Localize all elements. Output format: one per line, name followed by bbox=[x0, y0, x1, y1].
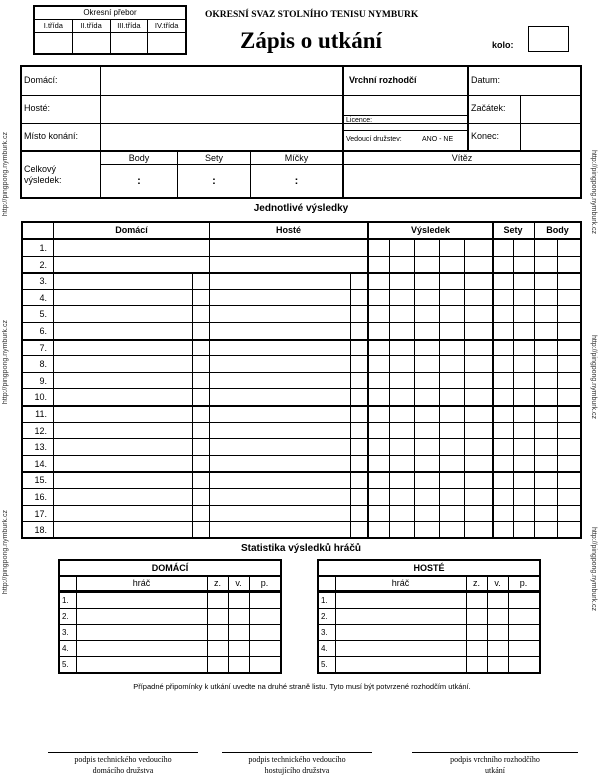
side-url-left-2: http://pingpong.nymburk.cz bbox=[2, 320, 9, 405]
result-guest-player[interactable] bbox=[210, 306, 349, 322]
stats-home-row-number: 5. bbox=[62, 660, 69, 669]
result-guest-player[interactable] bbox=[210, 356, 349, 372]
result-home-player[interactable] bbox=[54, 273, 191, 289]
result-home-player[interactable] bbox=[54, 306, 191, 322]
result-row-number: 1. bbox=[39, 243, 47, 253]
stats-home-player-input[interactable] bbox=[77, 641, 207, 656]
stats-guests-player-input[interactable] bbox=[336, 593, 466, 608]
result-guest-player[interactable] bbox=[210, 506, 349, 522]
result-home-player[interactable] bbox=[54, 456, 191, 472]
result-row-number: 5. bbox=[39, 309, 47, 320]
result-home-player[interactable] bbox=[54, 257, 209, 273]
result-guest-player[interactable] bbox=[210, 439, 349, 455]
result-row-number: 9. bbox=[39, 375, 47, 386]
sets-colon[interactable]: : bbox=[212, 175, 216, 187]
results-col-result: Výsledek bbox=[410, 225, 451, 235]
team-leader-label: Vedoucí družstev: bbox=[346, 136, 402, 143]
results-col-guests: Hosté bbox=[275, 225, 301, 235]
result-home-player[interactable] bbox=[54, 489, 191, 505]
result-row-number: 11. bbox=[35, 409, 47, 419]
result-guest-player[interactable] bbox=[210, 456, 349, 472]
result-guest-player[interactable] bbox=[210, 273, 349, 289]
total-label-1: Celkový bbox=[24, 164, 57, 174]
stats-home-row-number: 1. bbox=[62, 596, 69, 605]
result-home-player[interactable] bbox=[54, 423, 191, 439]
stats-guests-row-number: 5. bbox=[321, 660, 328, 669]
side-url-right-3: http://pingpong.nymburk.cz bbox=[590, 527, 597, 612]
result-row-number: 10. bbox=[34, 392, 47, 403]
result-home-player[interactable] bbox=[54, 373, 191, 389]
result-row-number: 18. bbox=[34, 525, 47, 536]
side-url-right-2: http://pingpong.nymburk.cz bbox=[590, 335, 597, 420]
sets-label: Sety bbox=[204, 153, 223, 163]
result-guest-player[interactable] bbox=[210, 323, 349, 339]
guests-label: Hosté: bbox=[24, 103, 51, 113]
result-home-player[interactable] bbox=[54, 472, 191, 488]
class-2: II.třída bbox=[73, 20, 111, 32]
result-home-player[interactable] bbox=[54, 323, 191, 339]
result-guest-player[interactable] bbox=[210, 489, 349, 505]
points-label: Body bbox=[128, 153, 150, 163]
team-leader-value[interactable]: ANO - NE bbox=[422, 136, 454, 143]
sig3-line1: podpis vrchního rozhodčího bbox=[450, 755, 540, 764]
result-row-number: 8. bbox=[39, 359, 47, 370]
org-name: OKRESNÍ SVAZ STOLNÍHO TENISU NYMBURK bbox=[205, 10, 419, 20]
result-home-player[interactable] bbox=[54, 290, 191, 306]
stats-guests-row-number: 1. bbox=[321, 596, 328, 605]
result-guest-player[interactable] bbox=[210, 389, 349, 405]
result-row-number: 15. bbox=[34, 475, 47, 486]
stats-guests-col-player: hráč bbox=[391, 578, 410, 588]
home-input[interactable] bbox=[102, 68, 340, 94]
results-table bbox=[21, 221, 582, 539]
stats-home-col-z: z. bbox=[213, 578, 221, 588]
stats-home-title: DOMÁCÍ bbox=[151, 563, 189, 573]
result-row-number: 16. bbox=[34, 492, 47, 502]
stats-guests-col-p: p. bbox=[519, 578, 528, 588]
result-row-number: 6. bbox=[39, 326, 47, 336]
side-url-right-1: http://pingpong.nymburk.cz bbox=[590, 150, 597, 235]
result-row-number: 7. bbox=[39, 342, 47, 353]
stats-guests-player-input[interactable] bbox=[336, 641, 466, 656]
stats-home-player-input[interactable] bbox=[77, 625, 207, 640]
league-box-title: Okresní přebor bbox=[35, 7, 185, 20]
result-row-number: 2. bbox=[39, 259, 47, 270]
stats-home-row-number: 4. bbox=[62, 644, 69, 653]
info-block bbox=[20, 65, 582, 199]
stats-guests-row-number: 4. bbox=[321, 644, 328, 653]
stats-home-player-input[interactable] bbox=[77, 657, 207, 672]
stats-home-player-input[interactable] bbox=[77, 609, 207, 624]
result-row-number: 12. bbox=[34, 425, 47, 436]
side-url-left-3: http://pingpong.nymburk.cz bbox=[2, 510, 9, 595]
stats-home-col-player: hráč bbox=[132, 578, 151, 588]
results-title: Jednotlivé výsledky bbox=[253, 203, 349, 214]
results-col-points: Body bbox=[546, 225, 569, 235]
result-guest-player[interactable] bbox=[210, 340, 349, 356]
class-3: III.třída bbox=[111, 20, 149, 32]
stats-guests-row-number: 3. bbox=[321, 628, 328, 637]
result-row-number: 17. bbox=[34, 508, 47, 519]
result-home-player[interactable] bbox=[54, 340, 191, 356]
result-row-number: 13. bbox=[34, 442, 47, 453]
result-guest-player[interactable] bbox=[210, 522, 349, 538]
stats-home-table bbox=[58, 559, 282, 674]
stats-guests-row-number: 2. bbox=[321, 612, 328, 621]
result-row-number: 3. bbox=[39, 276, 47, 287]
result-row-number: 14. bbox=[34, 458, 47, 469]
result-guest-player[interactable] bbox=[210, 406, 349, 422]
venue-label: Místo konání: bbox=[24, 131, 79, 141]
result-guest-player[interactable] bbox=[210, 373, 349, 389]
side-url-left-1: http://pingpong.nymburk.cz bbox=[2, 132, 9, 217]
stats-home-col-v: v. bbox=[235, 578, 242, 588]
sig2-line2: hostujícího družstva bbox=[264, 766, 330, 775]
points-colon[interactable]: : bbox=[137, 175, 141, 187]
result-guest-player[interactable] bbox=[210, 472, 349, 488]
result-home-player[interactable] bbox=[54, 356, 191, 372]
result-guest-player[interactable] bbox=[210, 423, 349, 439]
result-guest-player[interactable] bbox=[210, 257, 367, 273]
result-home-player[interactable] bbox=[54, 389, 191, 405]
stats-guests-player-input[interactable] bbox=[336, 657, 466, 672]
stats-guests-title: HOSTÉ bbox=[413, 563, 445, 573]
sig1-line1: podpis technického vedoucího bbox=[74, 755, 172, 764]
stats-guests-col-z: z. bbox=[472, 578, 480, 588]
stats-guests-player-input[interactable] bbox=[336, 625, 466, 640]
home-label: Domácí: bbox=[24, 75, 58, 85]
stats-home-row-number: 3. bbox=[62, 628, 69, 637]
total-label-2: výsledek: bbox=[24, 175, 62, 185]
winner-input[interactable] bbox=[345, 165, 579, 196]
result-guest-player[interactable] bbox=[210, 290, 349, 306]
page-title: Zápis o utkání bbox=[240, 28, 382, 53]
balls-label: Míčky bbox=[284, 153, 309, 163]
result-home-player[interactable] bbox=[54, 439, 191, 455]
stats-home-player-input[interactable] bbox=[77, 593, 207, 608]
sig2-line1: podpis technického vedoucího bbox=[248, 755, 346, 764]
result-home-player[interactable] bbox=[54, 522, 191, 538]
stats-guests-table bbox=[317, 559, 541, 674]
results-col-home: Domácí bbox=[115, 225, 148, 235]
results-col-sets: Sety bbox=[503, 225, 523, 235]
footer-note: Případné připomínky k utkání uvedte na druhé straně listu. Tyto musí být potvrzené rozhodčím utkání. bbox=[133, 682, 471, 691]
licence-label: Licence: bbox=[346, 117, 373, 124]
result-home-player[interactable] bbox=[54, 406, 191, 422]
start-label: Začátek: bbox=[471, 103, 506, 113]
stats-guests-player-input[interactable] bbox=[336, 609, 466, 624]
round-input[interactable] bbox=[528, 26, 569, 52]
result-home-player[interactable] bbox=[54, 240, 209, 256]
sig3-line2: utkání bbox=[485, 766, 505, 775]
stats-title: Statistika výsledků hráčů bbox=[240, 543, 362, 554]
balls-colon[interactable]: : bbox=[294, 175, 299, 187]
date-label: Datum: bbox=[471, 75, 501, 85]
class-4: IV.třída bbox=[154, 21, 179, 30]
venue-input[interactable] bbox=[102, 124, 340, 150]
result-home-player[interactable] bbox=[54, 506, 191, 522]
result-guest-player[interactable] bbox=[210, 240, 367, 256]
stats-home-row-number: 2. bbox=[62, 612, 69, 621]
stats-home-col-p: p. bbox=[260, 578, 269, 588]
league-box bbox=[33, 5, 187, 55]
referee-label: Vrchní rozhodčí bbox=[349, 75, 417, 85]
class-1: I.třída bbox=[35, 20, 73, 32]
round-label: kolo: bbox=[492, 40, 514, 50]
result-row-number: 4. bbox=[39, 292, 47, 303]
stats-guests-col-v: v. bbox=[494, 578, 501, 588]
winner-label: Vítěz bbox=[451, 153, 473, 163]
sig1-line2: domácího družstva bbox=[92, 766, 154, 775]
guests-input[interactable] bbox=[102, 96, 340, 122]
end-label: Konec: bbox=[471, 131, 500, 141]
